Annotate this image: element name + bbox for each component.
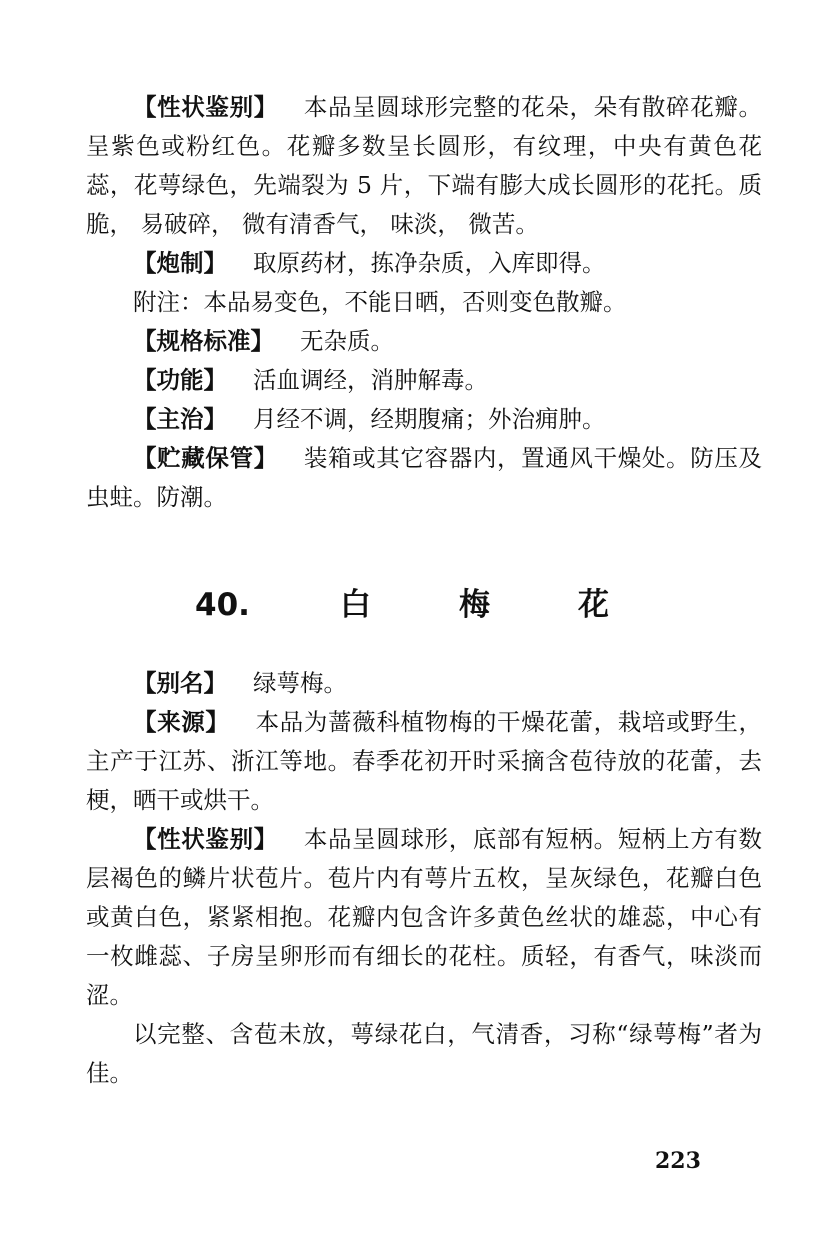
text-storage: 装箱或其它容器内，置通风干燥处。防压及虫蛀。防潮。 bbox=[86, 444, 762, 511]
paragraph-characteristics-1 bbox=[86, 88, 762, 244]
text-specification: 无杂质。 bbox=[300, 327, 394, 355]
text-function: 活血调经，消肿解毒。 bbox=[253, 366, 488, 394]
label-source: 【来源】 bbox=[133, 708, 230, 736]
text-note: 附注：本品易变色，不能日晒，否则变色散瓣。 bbox=[133, 288, 627, 316]
paragraph-note bbox=[86, 283, 762, 322]
section-heading-char-2: 梅 bbox=[458, 587, 490, 623]
paragraph-function bbox=[86, 361, 762, 400]
label-storage: 【贮藏保管】 bbox=[133, 444, 278, 472]
label-function: 【功能】 bbox=[133, 366, 227, 394]
text-quality: 以完整、含苞未放，萼绿花白，气清香，习称“绿萼梅”者为佳。 bbox=[86, 1020, 762, 1087]
paragraph-characteristics-2 bbox=[86, 820, 762, 1015]
paragraph-quality bbox=[86, 1015, 762, 1093]
paragraph-specification bbox=[86, 322, 762, 361]
label-processing: 【炮制】 bbox=[133, 249, 227, 277]
label-alias: 【别名】 bbox=[133, 669, 227, 697]
section-heading-number: 40. bbox=[195, 587, 250, 623]
text-characteristics-1: 本品呈圆球形完整的花朵，朵有散碎花瓣。呈紫色或粉红色。花瓣多数呈长圆形，有纹理，中央有黄色花蕊，花萼绿色，先端裂为 5 片，下端有膨大成长圆形的花托。质脆， 易破碎， 微有清香气， 味淡， 微苦。 bbox=[86, 93, 762, 238]
text-characteristics-2: 本品呈圆球形，底部有短柄。短柄上方有数层褐色的鳞片状苞片。苞片内有萼片五枚，呈灰绿色，花瓣白色或黄白色，紧紧相抱。花瓣内包含许多黄色丝状的雄蕊，中心有一枚雌蕊、子房呈卵形而有细长的花柱。质轻，有香气，味淡而涩。 bbox=[86, 825, 762, 1009]
label-indication: 【主治】 bbox=[133, 405, 227, 433]
document-page bbox=[86, 88, 762, 1093]
paragraph-storage bbox=[86, 439, 762, 517]
paragraph-alias bbox=[86, 664, 762, 703]
text-processing: 取原药材，拣净杂质，入库即得。 bbox=[253, 249, 606, 277]
section-heading-char-1: 白 bbox=[339, 587, 371, 623]
page-number: 223 bbox=[655, 1148, 701, 1174]
text-indication: 月经不调，经期腹痛；外治痈肿。 bbox=[253, 405, 606, 433]
section-heading bbox=[86, 579, 762, 624]
label-characteristics-2: 【性状鉴别】 bbox=[133, 825, 278, 853]
paragraph-source bbox=[86, 703, 762, 820]
text-source: 本品为蔷薇科植物梅的干燥花蕾，栽培或野生，主产于江苏、浙江等地。春季花初开时采摘含苞待放的花蕾，去梗，晒干或烘干。 bbox=[86, 708, 763, 814]
label-specification: 【规格标准】 bbox=[133, 327, 274, 355]
label-characteristics-1: 【性状鉴别】 bbox=[133, 93, 278, 121]
paragraph-indication bbox=[86, 400, 762, 439]
text-alias: 绿萼梅。 bbox=[253, 669, 347, 697]
section-heading-char-3: 花 bbox=[577, 587, 609, 623]
paragraph-processing bbox=[86, 244, 762, 283]
